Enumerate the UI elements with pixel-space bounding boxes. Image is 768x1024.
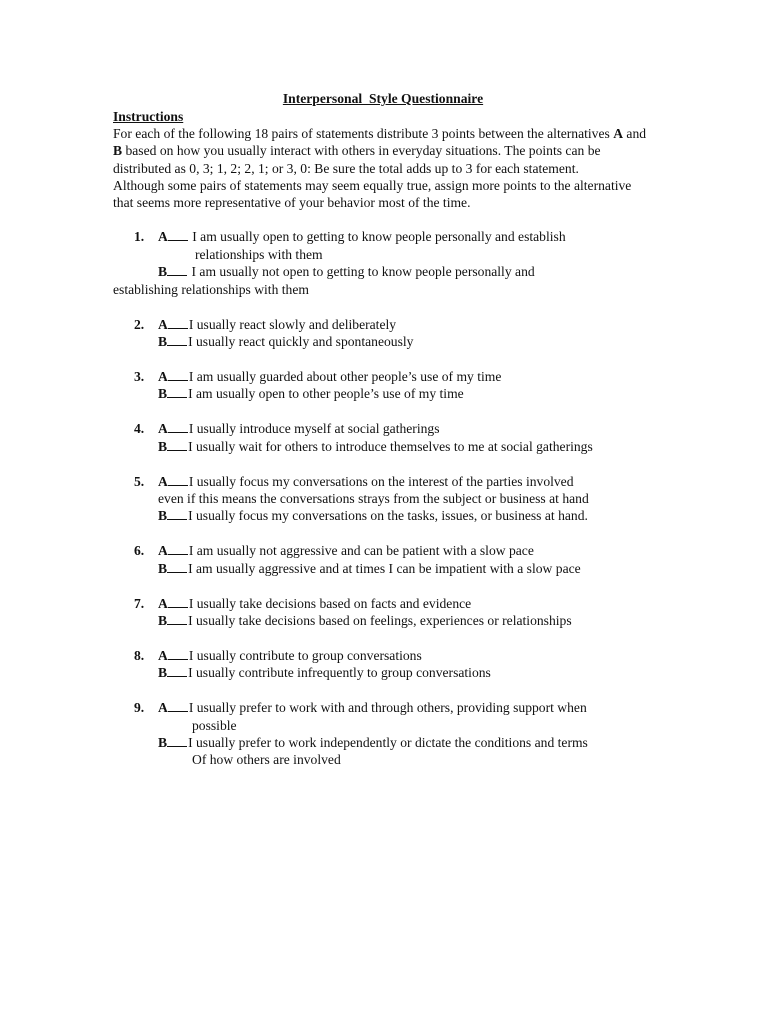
list-item [113,473,653,525]
option-text: I usually introduce myself at social gatherings [188,421,440,437]
answer-blank[interactable] [167,264,187,276]
option-b [113,507,653,524]
option-letter: A [158,316,168,332]
option-text: I usually focus my conversations on the interest of the parties involved [188,473,574,489]
option-a [113,473,653,490]
answer-blank[interactable] [167,665,187,677]
option-a-continued: even if this means the conversations strays from the subject or business at hand [158,490,589,506]
instructions-paragraph-1 [113,125,653,177]
answer-blank[interactable] [168,596,188,608]
alt-a-label: A [613,126,624,141]
item-number: 7. [134,595,145,611]
alt-b-label: B [113,143,123,159]
option-b-continued: Of how others are involved [192,752,341,768]
option-text: I usually prefer to work independently or dictate the conditions and terms [188,735,588,751]
item-number: 8. [134,647,145,663]
answer-blank[interactable] [168,317,188,329]
option-text: I usually take decisions based on facts and evidence [188,595,472,611]
item-number: 3. [134,368,145,384]
item-number: 1. [134,229,145,245]
option-b [113,612,653,629]
list-item [113,647,653,682]
option-text: I am usually not aggressive and can be patient with a slow pace [188,543,534,559]
answer-blank[interactable] [168,421,188,433]
intro-and: and [623,126,647,141]
answer-blank[interactable] [168,474,188,486]
option-text: I usually wait for others to introduce themselves to me at social gatherings [188,438,593,454]
option-text: I am usually not open to getting to know people personally and [191,264,535,280]
option-b [113,333,653,350]
answer-blank[interactable] [168,543,188,555]
answer-blank[interactable] [168,229,188,241]
answer-blank[interactable] [167,439,187,451]
option-text: I usually react quickly and spontaneously [188,334,414,350]
option-text: I usually prefer to work with and through others, providing support when [188,700,587,716]
option-letter: A [158,595,168,611]
option-text: I am usually open to other people’s use of my time [188,386,464,402]
option-text: I am usually open to getting to know people personally and establish [192,229,566,245]
item-number: 5. [134,473,145,489]
option-text: I am usually aggressive and at times I can be impatient with a slow pace [188,560,581,576]
option-letter: A [158,700,168,716]
list-item [113,368,653,403]
option-letter: A [158,543,168,559]
option-a [113,368,653,385]
answer-blank[interactable] [168,369,188,381]
option-letter: B [158,665,168,681]
list-item [113,228,653,298]
option-a [113,699,653,716]
option-a [113,647,653,664]
answer-blank[interactable] [168,648,188,660]
answer-blank[interactable] [167,334,187,346]
option-letter: B [158,735,168,751]
option-b [113,560,653,577]
document-title: Interpersonal Style Questionnaire [282,91,484,106]
option-b-continued: establishing relationships with them [113,281,309,297]
item-number: 9. [134,700,145,716]
option-text: I usually focus my conversations on the tasks, issues, or business at hand. [188,508,588,524]
option-a [113,420,653,437]
option-b [113,664,653,681]
answer-blank[interactable] [167,508,187,520]
option-text: I am usually guarded about other people’s use of my time [188,368,502,384]
item-number: 4. [134,421,145,437]
option-text: I usually contribute infrequently to group conversations [188,665,491,681]
list-item [113,542,653,577]
instructions-paragraph-2: Although some pairs of statements may seem equally true, assign more points to the alternative that seems more representative of your behavior most of the time. [113,177,632,211]
list-item [113,699,653,769]
answer-blank[interactable] [168,700,188,712]
answer-blank[interactable] [167,613,187,625]
list-item [113,595,653,630]
option-a [113,542,653,559]
option-b [113,438,653,455]
option-letter: B [158,264,168,280]
option-letter: B [158,386,168,402]
option-text: I usually take decisions based on feelings, experiences or relationships [188,612,572,628]
item-number: 2. [134,316,145,332]
option-letter: B [158,612,168,628]
option-letter: A [158,368,168,384]
option-a [113,228,653,245]
option-b [113,385,653,402]
option-text: I usually contribute to group conversations [188,647,422,663]
option-letter: A [158,229,168,245]
answer-blank[interactable] [167,735,187,747]
answer-blank[interactable] [167,386,187,398]
item-number: 6. [134,543,145,559]
list-item [113,420,653,455]
option-a [113,316,653,333]
option-a-continued: relationships with them [195,246,323,262]
instructions-heading: Instructions [113,108,184,124]
option-letter: B [158,334,168,350]
option-letter: A [158,473,168,489]
option-letter: A [158,421,168,437]
option-b [113,734,653,751]
option-b [113,263,653,280]
questionnaire-page [113,90,653,786]
option-letter: A [158,647,168,663]
option-letter: B [158,438,168,454]
option-a [113,595,653,612]
intro-text-1: For each of the following 18 pairs of statements distribute 3 points between the alternatives [113,126,614,141]
answer-blank[interactable] [167,561,187,573]
option-text: I usually react slowly and deliberately [188,316,397,332]
option-letter: B [158,508,168,524]
option-letter: B [158,560,168,576]
list-item [113,316,653,351]
intro-text-2: based on how you usually interact with others in everyday situations. The points can be distributed as 0, 3; 1, 2; 2, 1; or 3, 0: Be sure the total adds up to 3 for each statement. [113,143,601,176]
statement-list [113,228,653,768]
option-a-continued: possible [192,717,237,733]
